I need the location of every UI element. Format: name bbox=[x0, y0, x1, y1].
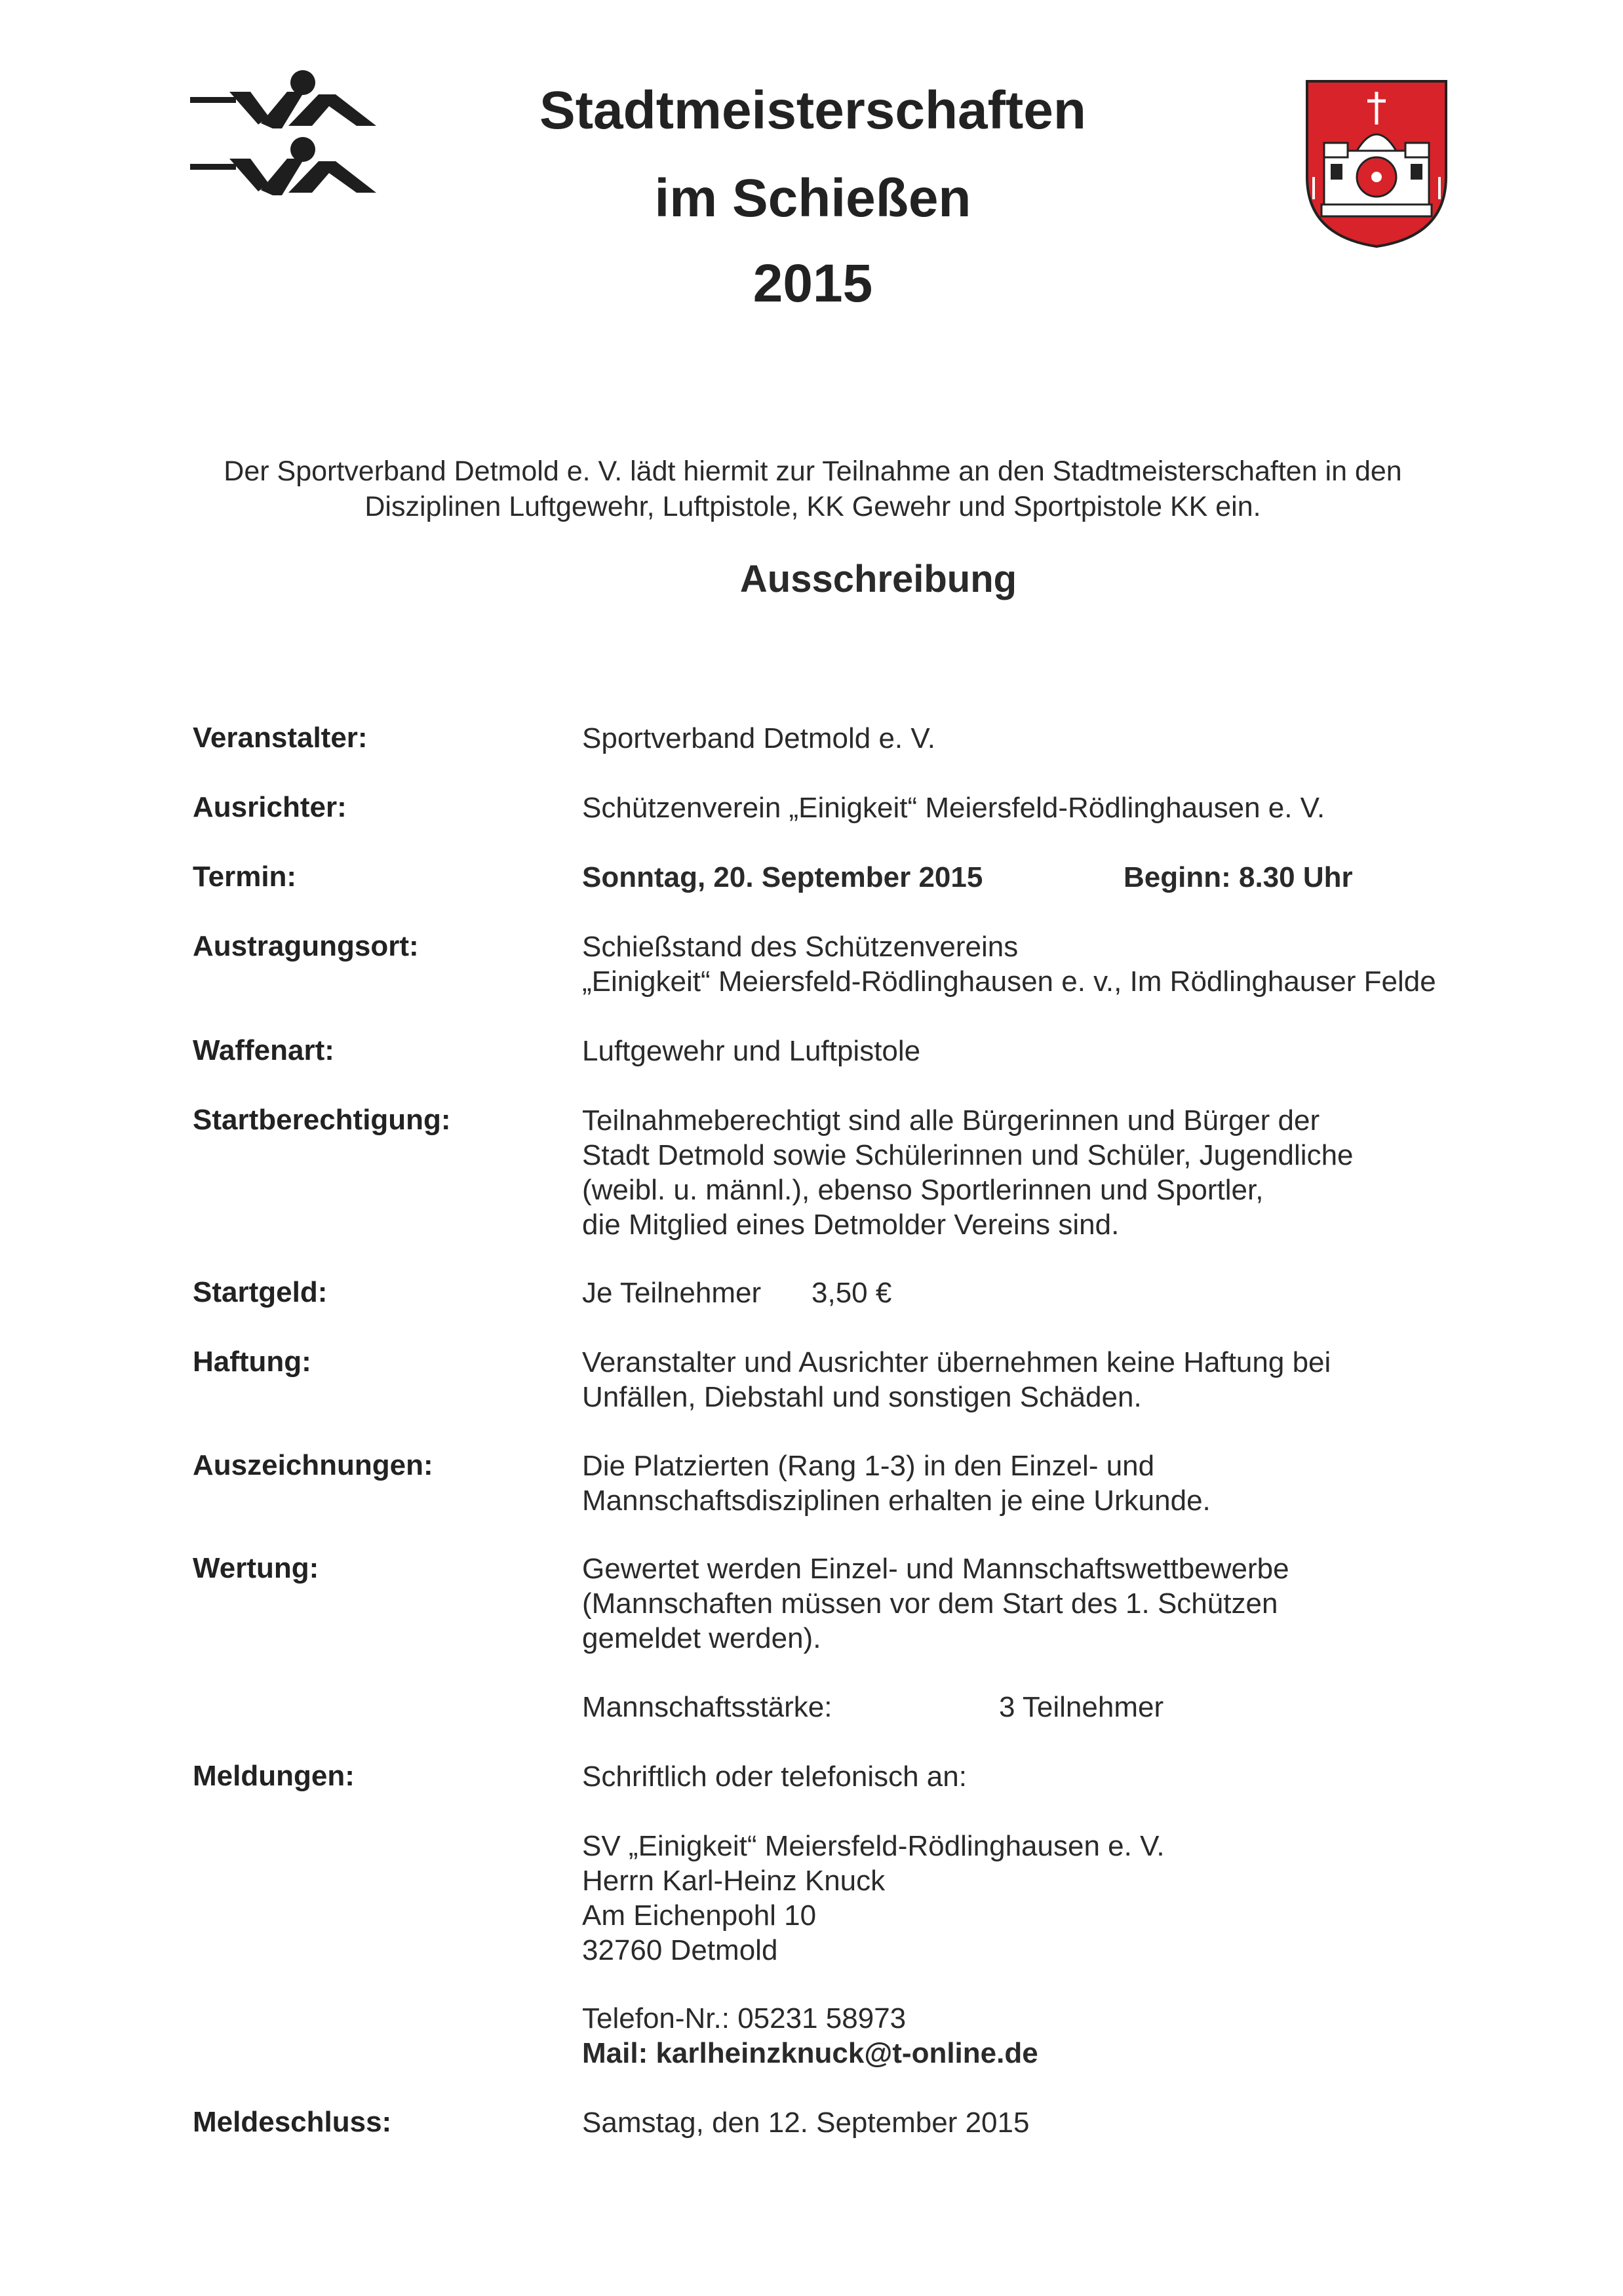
text-line: (weibl. u. männl.), ebenso Sportlerinnen und Sportler, bbox=[582, 1174, 1264, 1206]
text-line: Am Eichenpohl 10 bbox=[582, 1899, 817, 1932]
value-termin-date: Sonntag, 20. September 2015 bbox=[582, 861, 983, 893]
value-mail: Mail: karlheinzknuck@t-online.de bbox=[582, 2037, 1038, 2069]
value-startberechtigung bbox=[582, 1103, 1354, 1242]
value-austragungsort bbox=[582, 929, 1436, 999]
value-ausrichter: Schützenverein „Einigkeit“ Meiersfeld-Rödlinghausen e. V. bbox=[582, 792, 1325, 824]
label-wertung: Wertung: bbox=[193, 1552, 319, 1584]
text-line: 32760 Detmold bbox=[582, 1934, 778, 1966]
intro-line: Disziplinen Luftgewehr, Luftpistole, KK Gewehr und Sportpistole KK ein. bbox=[364, 491, 1261, 522]
value-auszeichnungen bbox=[582, 1449, 1211, 1518]
value-startgeld-text: Je Teilnehmer bbox=[582, 1277, 762, 1309]
label-termin: Termin: bbox=[193, 861, 297, 893]
value-startgeld-amount: 3,50 € bbox=[812, 1277, 892, 1309]
intro-text bbox=[197, 454, 1429, 524]
label-ausrichter: Ausrichter: bbox=[193, 791, 347, 823]
section-heading: Ausschreibung bbox=[739, 558, 1017, 600]
value-phone: Telefon-Nr.: 05231 58973 bbox=[582, 2002, 907, 2034]
text-line: Teilnahmeberechtigt sind alle Bürgerinnen und Bürger der bbox=[582, 1104, 1320, 1137]
text-line: Mannschaftsdisziplinen erhalten je eine Urkunde. bbox=[582, 1485, 1211, 1517]
text-line: Schießstand des Schützenvereins bbox=[582, 931, 1019, 963]
label-startberechtigung: Startberechtigung: bbox=[193, 1104, 451, 1136]
text-line: Veranstalter und Ausrichter übernehmen keine Haftung bei bbox=[582, 1346, 1331, 1378]
label-austragungsort: Austragungsort: bbox=[193, 930, 419, 962]
page-year: 2015 bbox=[753, 254, 873, 313]
value-mannschaftsstaerke: 3 Teilnehmer bbox=[999, 1691, 1164, 1723]
label-auszeichnungen: Auszeichnungen: bbox=[193, 1449, 433, 1481]
text-line: Stadt Detmold sowie Schülerinnen und Schüler, Jugendliche bbox=[582, 1139, 1354, 1171]
page-title: Stadtmeisterschaften bbox=[539, 81, 1086, 140]
label-haftung: Haftung: bbox=[193, 1346, 311, 1378]
value-meldungen-address bbox=[582, 1829, 1165, 1968]
text-line: (Mannschaften müssen vor dem Start des 1. Schützen bbox=[582, 1587, 1278, 1620]
page-subtitle: im Schießen bbox=[654, 168, 971, 228]
value-waffenart: Luftgewehr und Luftpistole bbox=[582, 1035, 921, 1067]
value-termin-beginn: Beginn: 8.30 Uhr bbox=[1124, 861, 1353, 893]
value-veranstalter: Sportverband Detmold e. V. bbox=[582, 722, 935, 754]
label-veranstalter: Veranstalter: bbox=[193, 722, 368, 754]
label-waffenart: Waffenart: bbox=[193, 1034, 334, 1066]
label-meldeschluss: Meldeschluss: bbox=[193, 2106, 392, 2138]
text-line: „Einigkeit“ Meiersfeld-Rödlinghausen e. v., Im Rödlinghauser Felde bbox=[582, 965, 1436, 998]
text-line: gemeldet werden). bbox=[582, 1622, 821, 1654]
value-meldeschluss: Samstag, den 12. September 2015 bbox=[582, 2107, 1030, 2139]
value-wertung bbox=[582, 1551, 1289, 1656]
label-meldungen: Meldungen: bbox=[193, 1760, 355, 1792]
text-line: Herrn Karl-Heinz Knuck bbox=[582, 1865, 886, 1897]
detmold-coat-of-arms-icon bbox=[1304, 79, 1449, 249]
text-line: Gewertet werden Einzel- und Mannschaftswettbewerbe bbox=[582, 1553, 1289, 1585]
value-meldungen-intro: Schriftlich oder telefonisch an: bbox=[582, 1761, 967, 1793]
text-line: Die Platzierten (Rang 1-3) in den Einzel- und bbox=[582, 1450, 1155, 1482]
value-haftung bbox=[582, 1345, 1331, 1414]
text-line: SV „Einigkeit“ Meiersfeld-Rödlinghausen e. V. bbox=[582, 1830, 1165, 1862]
sportverband-logo-icon bbox=[190, 66, 387, 210]
label-startgeld: Startgeld: bbox=[193, 1276, 328, 1308]
intro-line: Der Sportverband Detmold e. V. lädt hiermit zur Teilnahme an den Stadtmeisterschaften in den bbox=[224, 456, 1402, 487]
text-line: die Mitglied eines Detmolder Vereins sind. bbox=[582, 1209, 1120, 1241]
text-line: Unfällen, Diebstahl und sonstigen Schäden. bbox=[582, 1381, 1142, 1413]
value-mannschaftsstaerke-label: Mannschaftsstärke: bbox=[582, 1691, 832, 1723]
